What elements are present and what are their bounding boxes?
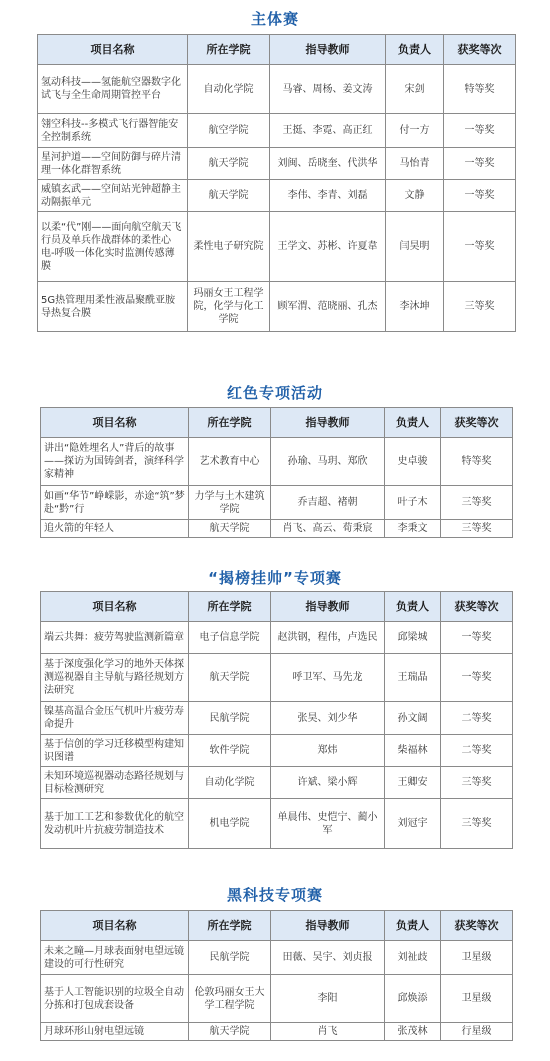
- cell-advisor: 乔吉超、褚朝: [271, 486, 385, 520]
- header-advisor: 指导教师: [270, 35, 386, 65]
- cell-college: 自动化学院: [189, 767, 271, 799]
- award-table-jiebang: [40, 591, 513, 849]
- cell-project: 镍基高温合金压气机叶片疲劳寿命提升: [41, 702, 189, 735]
- cell-advisor: 呼卫军、马先龙: [271, 654, 385, 702]
- award-table-main: [37, 34, 516, 332]
- cell-award: 一等奖: [444, 114, 516, 148]
- header-leader: 负责人: [385, 592, 441, 622]
- cell-project: 月球环形山射电望远镜: [41, 1023, 189, 1041]
- header-advisor: 指导教师: [271, 911, 385, 941]
- header-college: 所在学院: [188, 35, 270, 65]
- cell-award: 一等奖: [444, 212, 516, 282]
- cell-leader: 李秉文: [385, 520, 441, 538]
- table-row: [41, 735, 513, 767]
- cell-leader: 李沐坤: [386, 282, 444, 332]
- cell-award: 卫星级: [441, 941, 513, 975]
- cell-college: 民航学院: [189, 941, 271, 975]
- award-table-red: [40, 407, 513, 538]
- header-leader: 负责人: [385, 408, 441, 438]
- cell-advisor: 肖飞: [271, 1023, 385, 1041]
- cell-leader: 王瑞晶: [385, 654, 441, 702]
- cell-college: 机电学院: [189, 799, 271, 849]
- cell-award: 卫星级: [441, 975, 513, 1023]
- cell-advisor: 李伟、李青、刘磊: [270, 180, 386, 212]
- cell-project: 基于信创的学习迁移模型构建知识图谱: [41, 735, 189, 767]
- cell-leader: 张茂林: [385, 1023, 441, 1041]
- table-row: [41, 702, 513, 735]
- cell-college: 航天学院: [189, 654, 271, 702]
- table-row: [41, 438, 513, 486]
- cell-leader: 付一方: [386, 114, 444, 148]
- cell-project: 追火箭的年轻人: [41, 520, 189, 538]
- cell-college: 伦敦玛丽女王大学工程学院: [189, 975, 271, 1023]
- header-college: 所在学院: [189, 911, 271, 941]
- cell-award: 三等奖: [441, 520, 513, 538]
- section-title-red: 红色专项活动: [226, 384, 323, 402]
- cell-advisor: 田薇、吴宇、刘贞报: [271, 941, 385, 975]
- cell-advisor: 张昊、刘少华: [271, 702, 385, 735]
- cell-award: 特等奖: [441, 438, 513, 486]
- table-row: [38, 65, 516, 114]
- cell-college: 力学与土木建筑学院: [189, 486, 271, 520]
- header-college: 所在学院: [189, 408, 271, 438]
- cell-award: 三等奖: [444, 282, 516, 332]
- section-title-heikeji: 黑科技专项赛: [226, 886, 323, 904]
- table-row: [38, 180, 516, 212]
- table-row: [41, 941, 513, 975]
- cell-advisor: 许斌、梁小辉: [271, 767, 385, 799]
- cell-advisor: 单晨伟、史恺宁、蔺小军: [271, 799, 385, 849]
- table-row: [41, 486, 513, 520]
- cell-project: 未来之瞳—月球表面射电望远镜建设的可行性研究: [41, 941, 189, 975]
- table-row: [38, 148, 516, 180]
- cell-advisor: 王挺、李霓、高正红: [270, 114, 386, 148]
- cell-project: 基于人工智能识别的垃圾全自动分拣和打包成套设备: [41, 975, 189, 1023]
- cell-project: 5G热管理用柔性液晶聚酰亚胺导热复合膜: [38, 282, 188, 332]
- cell-award: 一等奖: [441, 654, 513, 702]
- table-row: [38, 212, 516, 282]
- header-college: 所在学院: [189, 592, 271, 622]
- cell-leader: 孙文阔: [385, 702, 441, 735]
- cell-project: 讲出“隐姓埋名人”背后的故事——探访为国铸剑者，演绎科学家精神: [41, 438, 189, 486]
- table-row: [41, 654, 513, 702]
- cell-advisor: 赵洪钢，程伟，卢选民: [271, 622, 385, 654]
- cell-advisor: 顾军渭、范晓丽、孔杰: [270, 282, 386, 332]
- table-row: [38, 114, 516, 148]
- cell-award: 一等奖: [444, 180, 516, 212]
- cell-leader: 马怡青: [386, 148, 444, 180]
- header-advisor: 指导教师: [271, 408, 385, 438]
- cell-college: 航天学院: [189, 520, 271, 538]
- cell-leader: 柴福林: [385, 735, 441, 767]
- cell-project: 基于加工工艺和参数优化的航空发动机叶片抗疲劳制造技术: [41, 799, 189, 849]
- cell-leader: 刘祉歧: [385, 941, 441, 975]
- cell-advisor: 肖飞、高云、荀秉宸: [271, 520, 385, 538]
- table-row: [41, 1023, 513, 1041]
- cell-advisor: 刘闽、岳晓奎、代洪华: [270, 148, 386, 180]
- cell-project: 如画“华节”峥嵘影，赤途“筑”梦赴“黔”行: [41, 486, 189, 520]
- cell-college: 航天学院: [188, 180, 270, 212]
- cell-project: 端云共舞：疲劳驾驶监测新篇章: [41, 622, 189, 654]
- cell-advisor: 李阳: [271, 975, 385, 1023]
- cell-college: 自动化学院: [188, 65, 270, 114]
- cell-advisor: 王学文、苏彬、许夏韋: [270, 212, 386, 282]
- section-title-jiebang: “揭榜挂帅”专项赛: [208, 569, 342, 587]
- header-project: 项目名称: [41, 911, 189, 941]
- cell-award: 二等奖: [441, 735, 513, 767]
- cell-award: 二等奖: [441, 702, 513, 735]
- cell-award: 三等奖: [441, 799, 513, 849]
- header-leader: 负责人: [385, 911, 441, 941]
- cell-award: 三等奖: [441, 767, 513, 799]
- table-row: [41, 622, 513, 654]
- table-row: [38, 282, 516, 332]
- cell-leader: 宋剑: [386, 65, 444, 114]
- cell-college: 民航学院: [189, 702, 271, 735]
- cell-leader: 史卓骏: [385, 438, 441, 486]
- cell-college: 航空学院: [188, 114, 270, 148]
- header-advisor: 指导教师: [271, 592, 385, 622]
- cell-advisor: 孙瑜、马玥、郑欣: [271, 438, 385, 486]
- cell-award: 三等奖: [441, 486, 513, 520]
- header-award: 获奖等次: [441, 592, 513, 622]
- cell-advisor: 郑炜: [271, 735, 385, 767]
- table-row: [41, 520, 513, 538]
- cell-college: 艺术教育中心: [189, 438, 271, 486]
- cell-award: 行星级: [441, 1023, 513, 1041]
- cell-advisor: 马睿、周杨、姜文涛: [270, 65, 386, 114]
- table-row: [41, 975, 513, 1023]
- header-award: 获奖等次: [441, 408, 513, 438]
- cell-leader: 闫昊明: [386, 212, 444, 282]
- header-project: 项目名称: [41, 408, 189, 438]
- cell-project: 威镇玄武——空间站光钟超静主动隔振单元: [38, 180, 188, 212]
- cell-leader: 文静: [386, 180, 444, 212]
- header-award: 获奖等次: [444, 35, 516, 65]
- table-row: [41, 799, 513, 849]
- cell-project: 基于深度强化学习的地外天体探测巡视器自主导航与路径规划方法研究: [41, 654, 189, 702]
- cell-leader: 邱焕添: [385, 975, 441, 1023]
- table-row: [41, 767, 513, 799]
- header-leader: 负责人: [386, 35, 444, 65]
- cell-college: 柔性电子研究院: [188, 212, 270, 282]
- cell-project: 以柔“代”刚——面向航空航天飞行员及单兵作战群体的柔性心电-呼吸一体化实时监测传感薄膜: [38, 212, 188, 282]
- cell-college: 航天学院: [188, 148, 270, 180]
- cell-college: 玛丽女王工程学院，化学与化工学院: [188, 282, 270, 332]
- award-table-heikeji: [40, 910, 513, 1041]
- cell-leader: 刘冠宇: [385, 799, 441, 849]
- cell-project: 未知环境巡视器动态路径规划与目标检测研究: [41, 767, 189, 799]
- cell-project: 星河护道——空间防御与碎片清理一体化群智系统: [38, 148, 188, 180]
- cell-project: 氢动科技——氢能航空器数字化试飞与全生命周期管控平台: [38, 65, 188, 114]
- cell-project: 翎空科技--多模式飞行器智能安全控制系统: [38, 114, 188, 148]
- header-project: 项目名称: [41, 592, 189, 622]
- cell-leader: 邱梁城: [385, 622, 441, 654]
- cell-college: 航天学院: [189, 1023, 271, 1041]
- cell-college: 软件学院: [189, 735, 271, 767]
- section-title-main: 主体赛: [250, 10, 299, 28]
- cell-award: 一等奖: [441, 622, 513, 654]
- cell-award: 特等奖: [444, 65, 516, 114]
- cell-leader: 王卿安: [385, 767, 441, 799]
- header-project: 项目名称: [38, 35, 188, 65]
- cell-leader: 叶子木: [385, 486, 441, 520]
- cell-award: 一等奖: [444, 148, 516, 180]
- cell-college: 电子信息学院: [189, 622, 271, 654]
- header-award: 获奖等次: [441, 911, 513, 941]
